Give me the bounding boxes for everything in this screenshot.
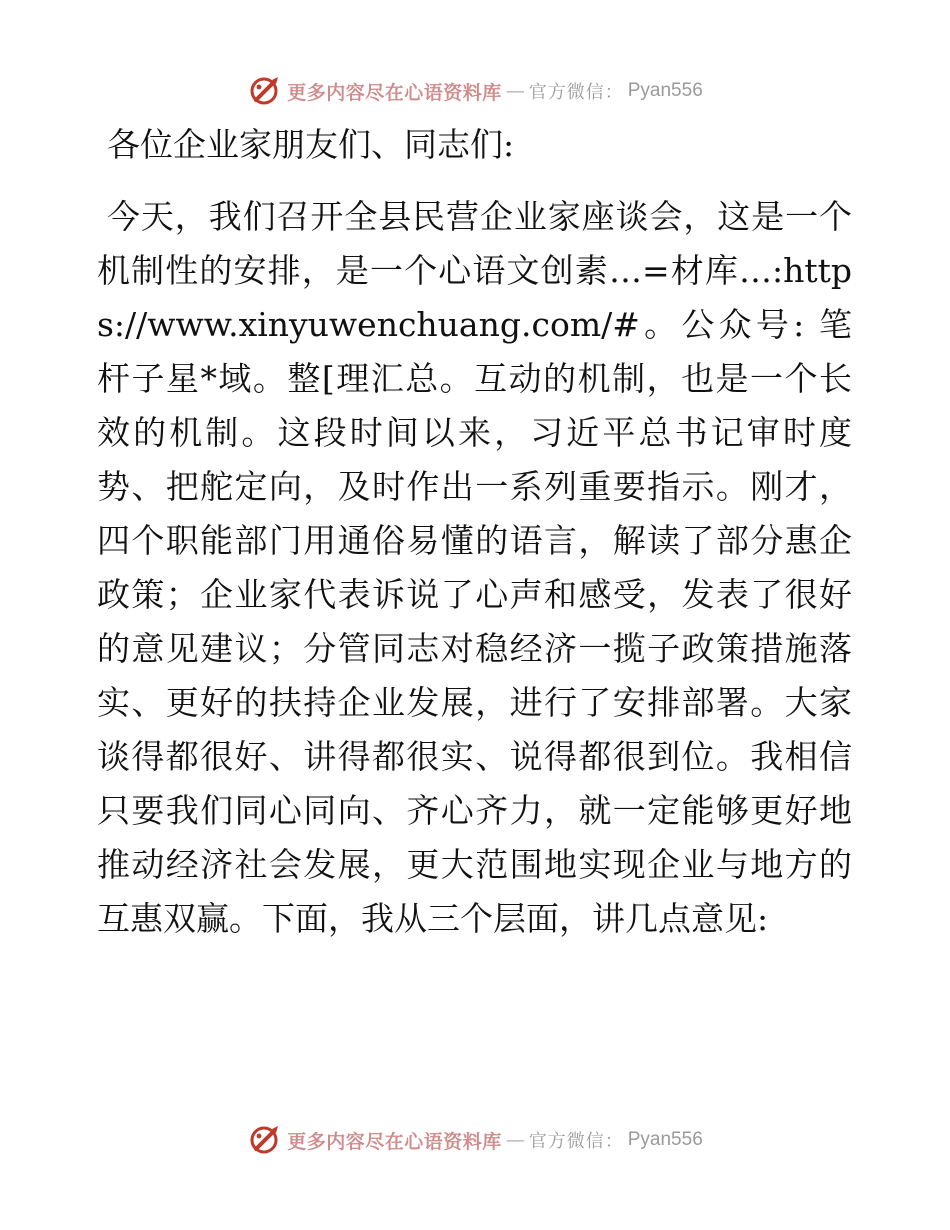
watermark-wechat-label: 官方微信： bbox=[528, 82, 624, 103]
watermark-header bbox=[0, 71, 950, 111]
watermark-footer bbox=[0, 1120, 950, 1160]
watermark-brand: 更多内容尽在心语资料库 bbox=[287, 81, 502, 104]
brush-circle-icon bbox=[247, 1122, 283, 1158]
body-paragraph: 今天，我们召开全县民营企业家座谈会，这是一个机制性的安排，是一个心语文创素…=材库…:https://www.xinyuwenchuang.com/#。公众号: 笔杆子星*域。整[理汇总。互动的机制，也是一个长效的机制。这段时间以来，习近平总书记审时度势、把舵定向，及时作出一系列重要指示。刚才，四个职能部门用通俗易懂的语言，解读了部分惠企政策；企业家代表诉说了心声和感受，发表了很好的意见建议；分管同志对稳经济一揽子政策措施落实、更好的扶持企业发展，进行了安排部署。大家谈得都很好、讲得都很实、说得都很到位。我相信只要我们同心同向、齐心齐力，就一定能够更好地推动经济社会发展，更大范围地实现企业与地方的互惠双赢。下面，我从三个层面，讲几点意见: bbox=[97, 197, 852, 938]
brush-circle-icon bbox=[247, 73, 283, 109]
salutation: 各位企业家朋友们、同志们: bbox=[107, 125, 515, 164]
watermark-wechat-id: Pyan556 bbox=[627, 1129, 703, 1150]
document-body bbox=[97, 118, 852, 946]
watermark-wechat-id: Pyan556 bbox=[627, 80, 703, 101]
watermark-dash: — bbox=[505, 80, 525, 102]
watermark-wechat-label: 官方微信： bbox=[528, 1131, 624, 1152]
watermark-brand: 更多内容尽在心语资料库 bbox=[287, 1130, 502, 1153]
watermark-dash: — bbox=[505, 1129, 525, 1151]
